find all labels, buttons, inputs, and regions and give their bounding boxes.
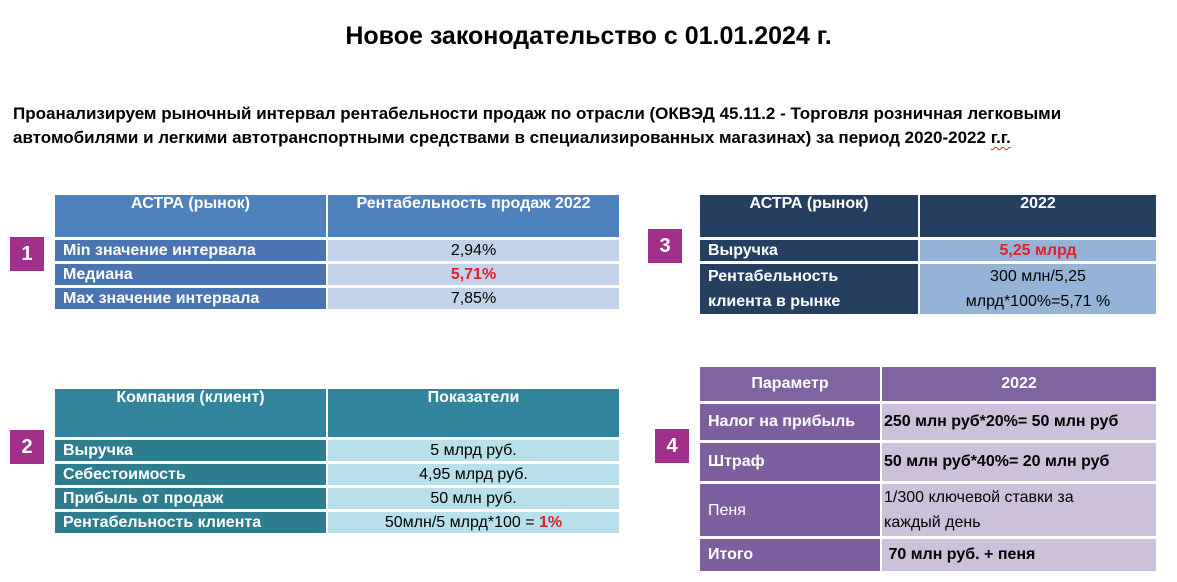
- badge-1: 1: [10, 237, 44, 271]
- header-cell-astra: АСТРА (рынок): [700, 195, 918, 237]
- table-header-row: [55, 195, 619, 237]
- row-value: 5 млрд руб.: [326, 440, 619, 461]
- row-value-highlight: 5,25 млрд: [918, 240, 1156, 261]
- row-label: Min значение интервала: [55, 240, 326, 261]
- row-label: Выручка: [55, 440, 326, 461]
- badge-4: 4: [655, 429, 689, 463]
- penalty-table: [700, 364, 1156, 574]
- market-profitability-table: [55, 192, 619, 312]
- row-label: Итого: [700, 539, 880, 571]
- table-header-row: [55, 389, 619, 437]
- row-value: 4,95 млрд руб.: [326, 464, 619, 485]
- row-label: Рентабельность клиента: [55, 512, 326, 533]
- table-row: [55, 264, 619, 285]
- row-value: 2,94%: [326, 240, 619, 261]
- label-line-1: Рентабельность: [708, 268, 839, 285]
- header-cell-parameter: Параметр: [700, 367, 880, 401]
- row-value: [326, 512, 619, 533]
- row-label: Выручка: [700, 240, 918, 261]
- value-line-2: млрд*100%=5,71 %: [965, 293, 1111, 310]
- value-line-2: каждый день: [884, 514, 981, 531]
- page-title: Новое законодательство с 01.01.2024 г.: [345, 22, 832, 50]
- row-value: 250 млн руб*20%= 50 млн руб: [880, 404, 1156, 440]
- table-header-row: [700, 195, 1156, 237]
- table-row: [700, 240, 1156, 261]
- badge-3: 3: [648, 229, 682, 263]
- table-row: [55, 488, 619, 509]
- formula-text: 50млн/5 млрд*100 =: [384, 513, 539, 531]
- intro-text: [13, 102, 1163, 150]
- row-label: Штраф: [700, 443, 880, 481]
- value-line-1: 300 млн/5,25: [990, 268, 1086, 285]
- row-value: 70 млн руб. + пеня: [880, 539, 1156, 571]
- row-label: Пеня: [700, 484, 880, 536]
- client-indicators-table: [55, 386, 619, 536]
- header-cell-company: Компания (клиент): [55, 389, 326, 437]
- intro-main: Проанализируем рыночный интервал рентабельности продаж по отрасли (ОКВЭД 45.11.2 - Торговля розничная легковыми автомобилями и легкими автотранспортными средствами в специализированных магазинах) за период 2020-2022: [13, 104, 1062, 147]
- row-label: [700, 264, 918, 314]
- badge-2: 2: [10, 430, 44, 464]
- label-line-2: клиента в рынке: [708, 293, 841, 310]
- row-label: Max значение интервала: [55, 288, 326, 309]
- result-highlight: 1%: [539, 513, 563, 531]
- row-label: Прибыль от продаж: [55, 488, 326, 509]
- row-value: [880, 484, 1156, 536]
- table-row: [700, 404, 1156, 440]
- table-row: [700, 264, 1156, 314]
- table-row: [55, 464, 619, 485]
- row-value: [918, 264, 1156, 314]
- table-row: [700, 539, 1156, 571]
- row-value: 50 млн руб.: [326, 488, 619, 509]
- table-row: [700, 443, 1156, 481]
- row-label: Медиана: [55, 264, 326, 285]
- row-value-highlight: 5,71%: [326, 264, 619, 285]
- intro-tail: г.г.: [990, 128, 1011, 147]
- row-value: 50 млн руб*40%= 20 млн руб: [880, 443, 1156, 481]
- header-cell-year: 2022: [880, 367, 1156, 401]
- table-header-row: [700, 367, 1156, 401]
- header-cell-astra: АСТРА (рынок): [55, 195, 326, 237]
- row-label: Себестоимость: [55, 464, 326, 485]
- table-row: [700, 484, 1156, 536]
- table-row: [55, 240, 619, 261]
- table-row: [55, 288, 619, 309]
- value-line-1: 1/300 ключевой ставки за: [884, 489, 1074, 506]
- header-cell-profitability: Рентабельность продаж 2022: [326, 195, 619, 237]
- row-value: 7,85%: [326, 288, 619, 309]
- market-revenue-table: [700, 192, 1156, 317]
- row-label: Налог на прибыль: [700, 404, 880, 440]
- table-row: [55, 512, 619, 533]
- header-cell-indicators: Показатели: [326, 389, 619, 437]
- table-row: [55, 440, 619, 461]
- header-cell-year: 2022: [918, 195, 1156, 237]
